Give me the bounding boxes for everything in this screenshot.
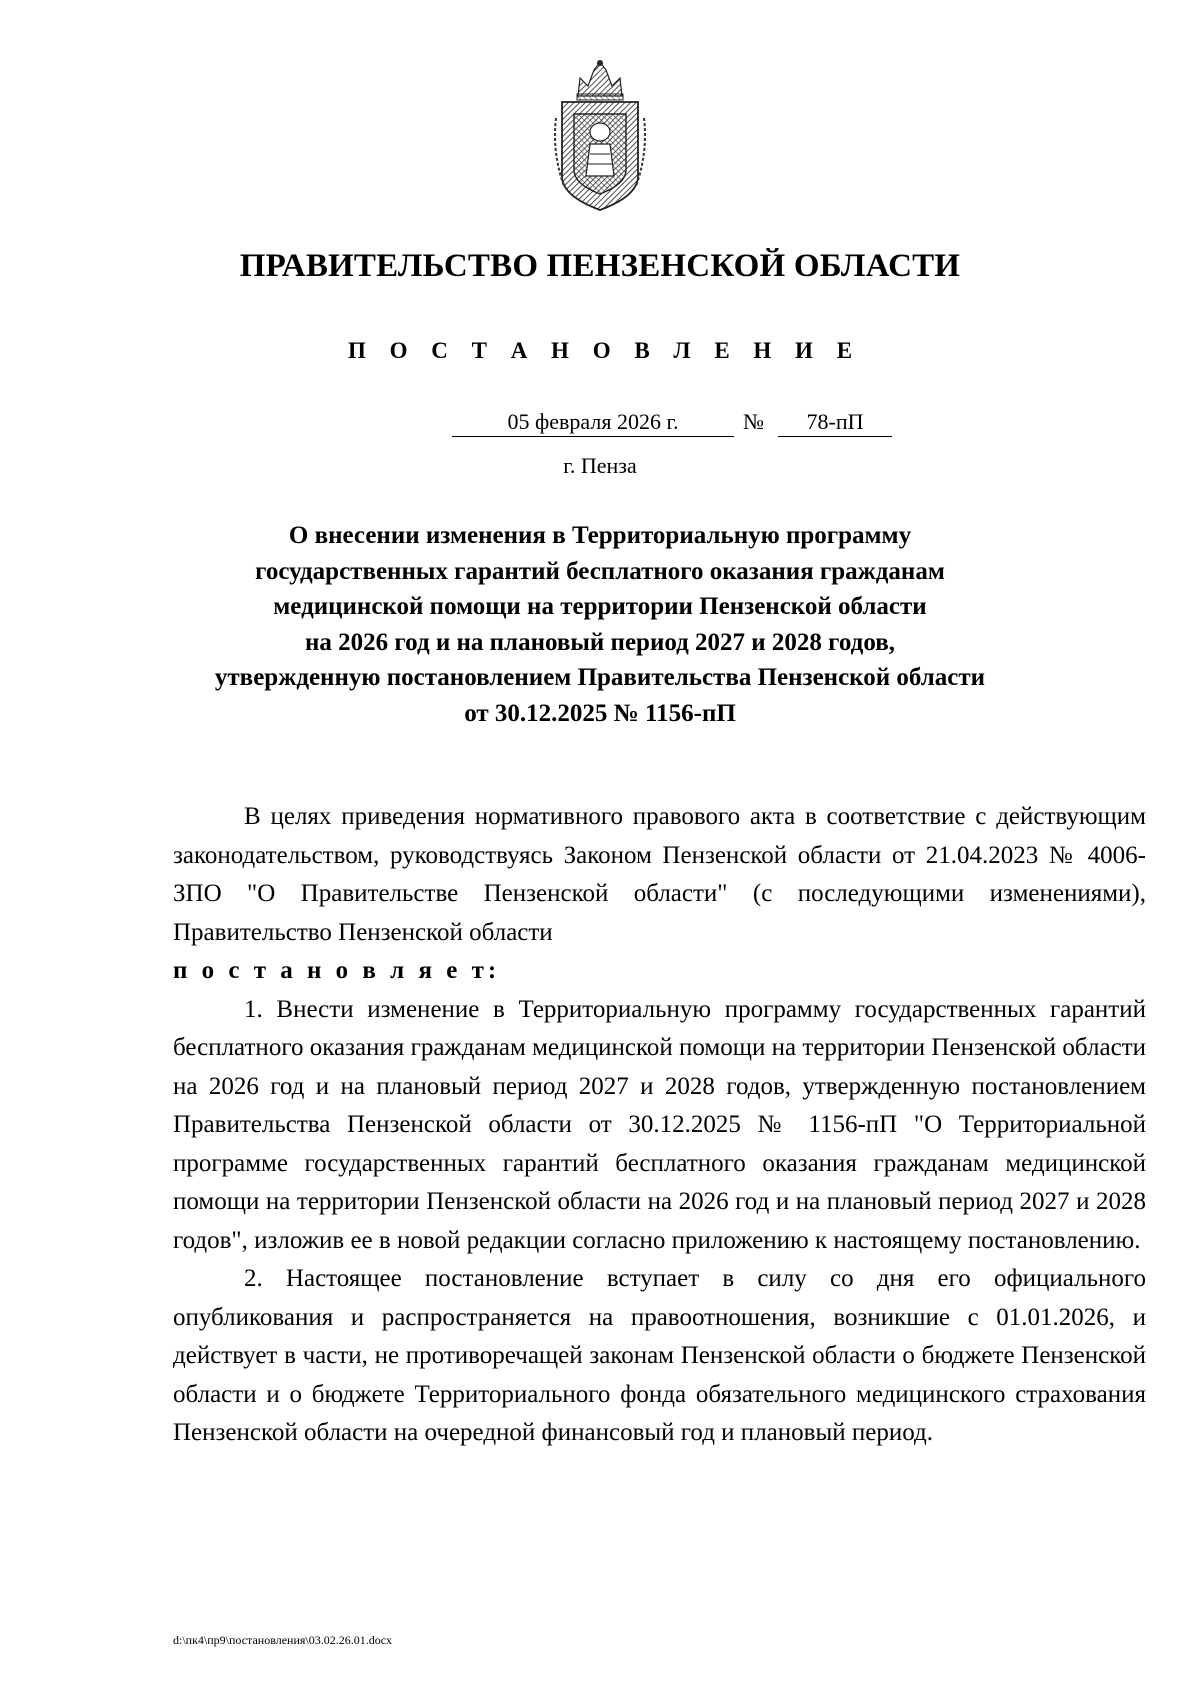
item-2-paragraph: 2. Настоящее постановление вступает в силу со дня его официального опубликования и распространяется на правоотношения, возникшие с 01.01.2026, и действует в части, не противоречащей законам Пензенской области о бюджете Пензенской области и о бюджете Территориального фонда обязательного медицинского страхования Пензенской области на очередной финансовый год и плановый период. <box>173 1265 1146 1446</box>
resolves-paragraph <box>173 952 1146 991</box>
resolves-word: п о с т а н о в л я е т: <box>173 957 501 984</box>
subject-line: медицинской помощи на территории Пензенской области <box>273 593 927 620</box>
document-subject <box>180 518 1020 731</box>
subject-line: утвержденную постановлением Правительства Пензенской области <box>214 664 986 691</box>
document-date: 05 февраля 2026 г. <box>452 408 734 437</box>
file-path-footer: d:\пк4\пр9\постановления\03.02.26.01.docx <box>173 1633 393 1647</box>
document-type: П О С Т А Н О В Л Е Н И Е <box>347 338 862 363</box>
subject-line: государственных гарантий бесплатного оказания гражданам <box>255 557 945 585</box>
subject-line: от 30.12.2025 № 1156-пП <box>464 699 736 727</box>
subject-line: О внесении изменения в Территориальную программу <box>288 522 912 549</box>
number-sign: № <box>743 409 764 434</box>
preamble-text: В целях приведения нормативного правового акта в соответствие с действующим законодательством, руководствуясь Законом Пензенской области от 21.04.2023 № 4006-ЗПО "О Правительстве Пензенской области" (с последующими изменениями), Правительство Пензенской области <box>173 803 1146 946</box>
coat-of-arms-icon <box>550 58 650 214</box>
document-city: г. Пенза <box>563 453 637 478</box>
subject-line: на 2026 год и на плановый период 2027 и 2028 годов, <box>305 628 895 656</box>
item-1-paragraph: 1. Внести изменение в Территориальную программу государственных гарантий бесплатного оказания гражданам медицинской помощи на территории Пензенской области на 2026 год и на плановый период 2027 и 2028 годов, утвержденную постановлением Правительства Пензенской области от 30.12.2025 № 1156-пП "О Территориальной программе государственных гарантий бесплатного оказания гражданам медицинской помощи на территории Пензенской области на 2026 год и на плановый период 2027 и 2028 годов", изложив ее в новой редакции согласно приложению к настоящему постановлению. <box>173 995 1146 1254</box>
document-number: 78-пП <box>778 408 892 437</box>
preamble-paragraph <box>173 798 1146 952</box>
government-title: ПРАВИТЕЛЬСТВО ПЕНЗЕНСКОЙ ОБЛАСТИ <box>239 248 961 284</box>
document-body <box>173 798 1146 1453</box>
